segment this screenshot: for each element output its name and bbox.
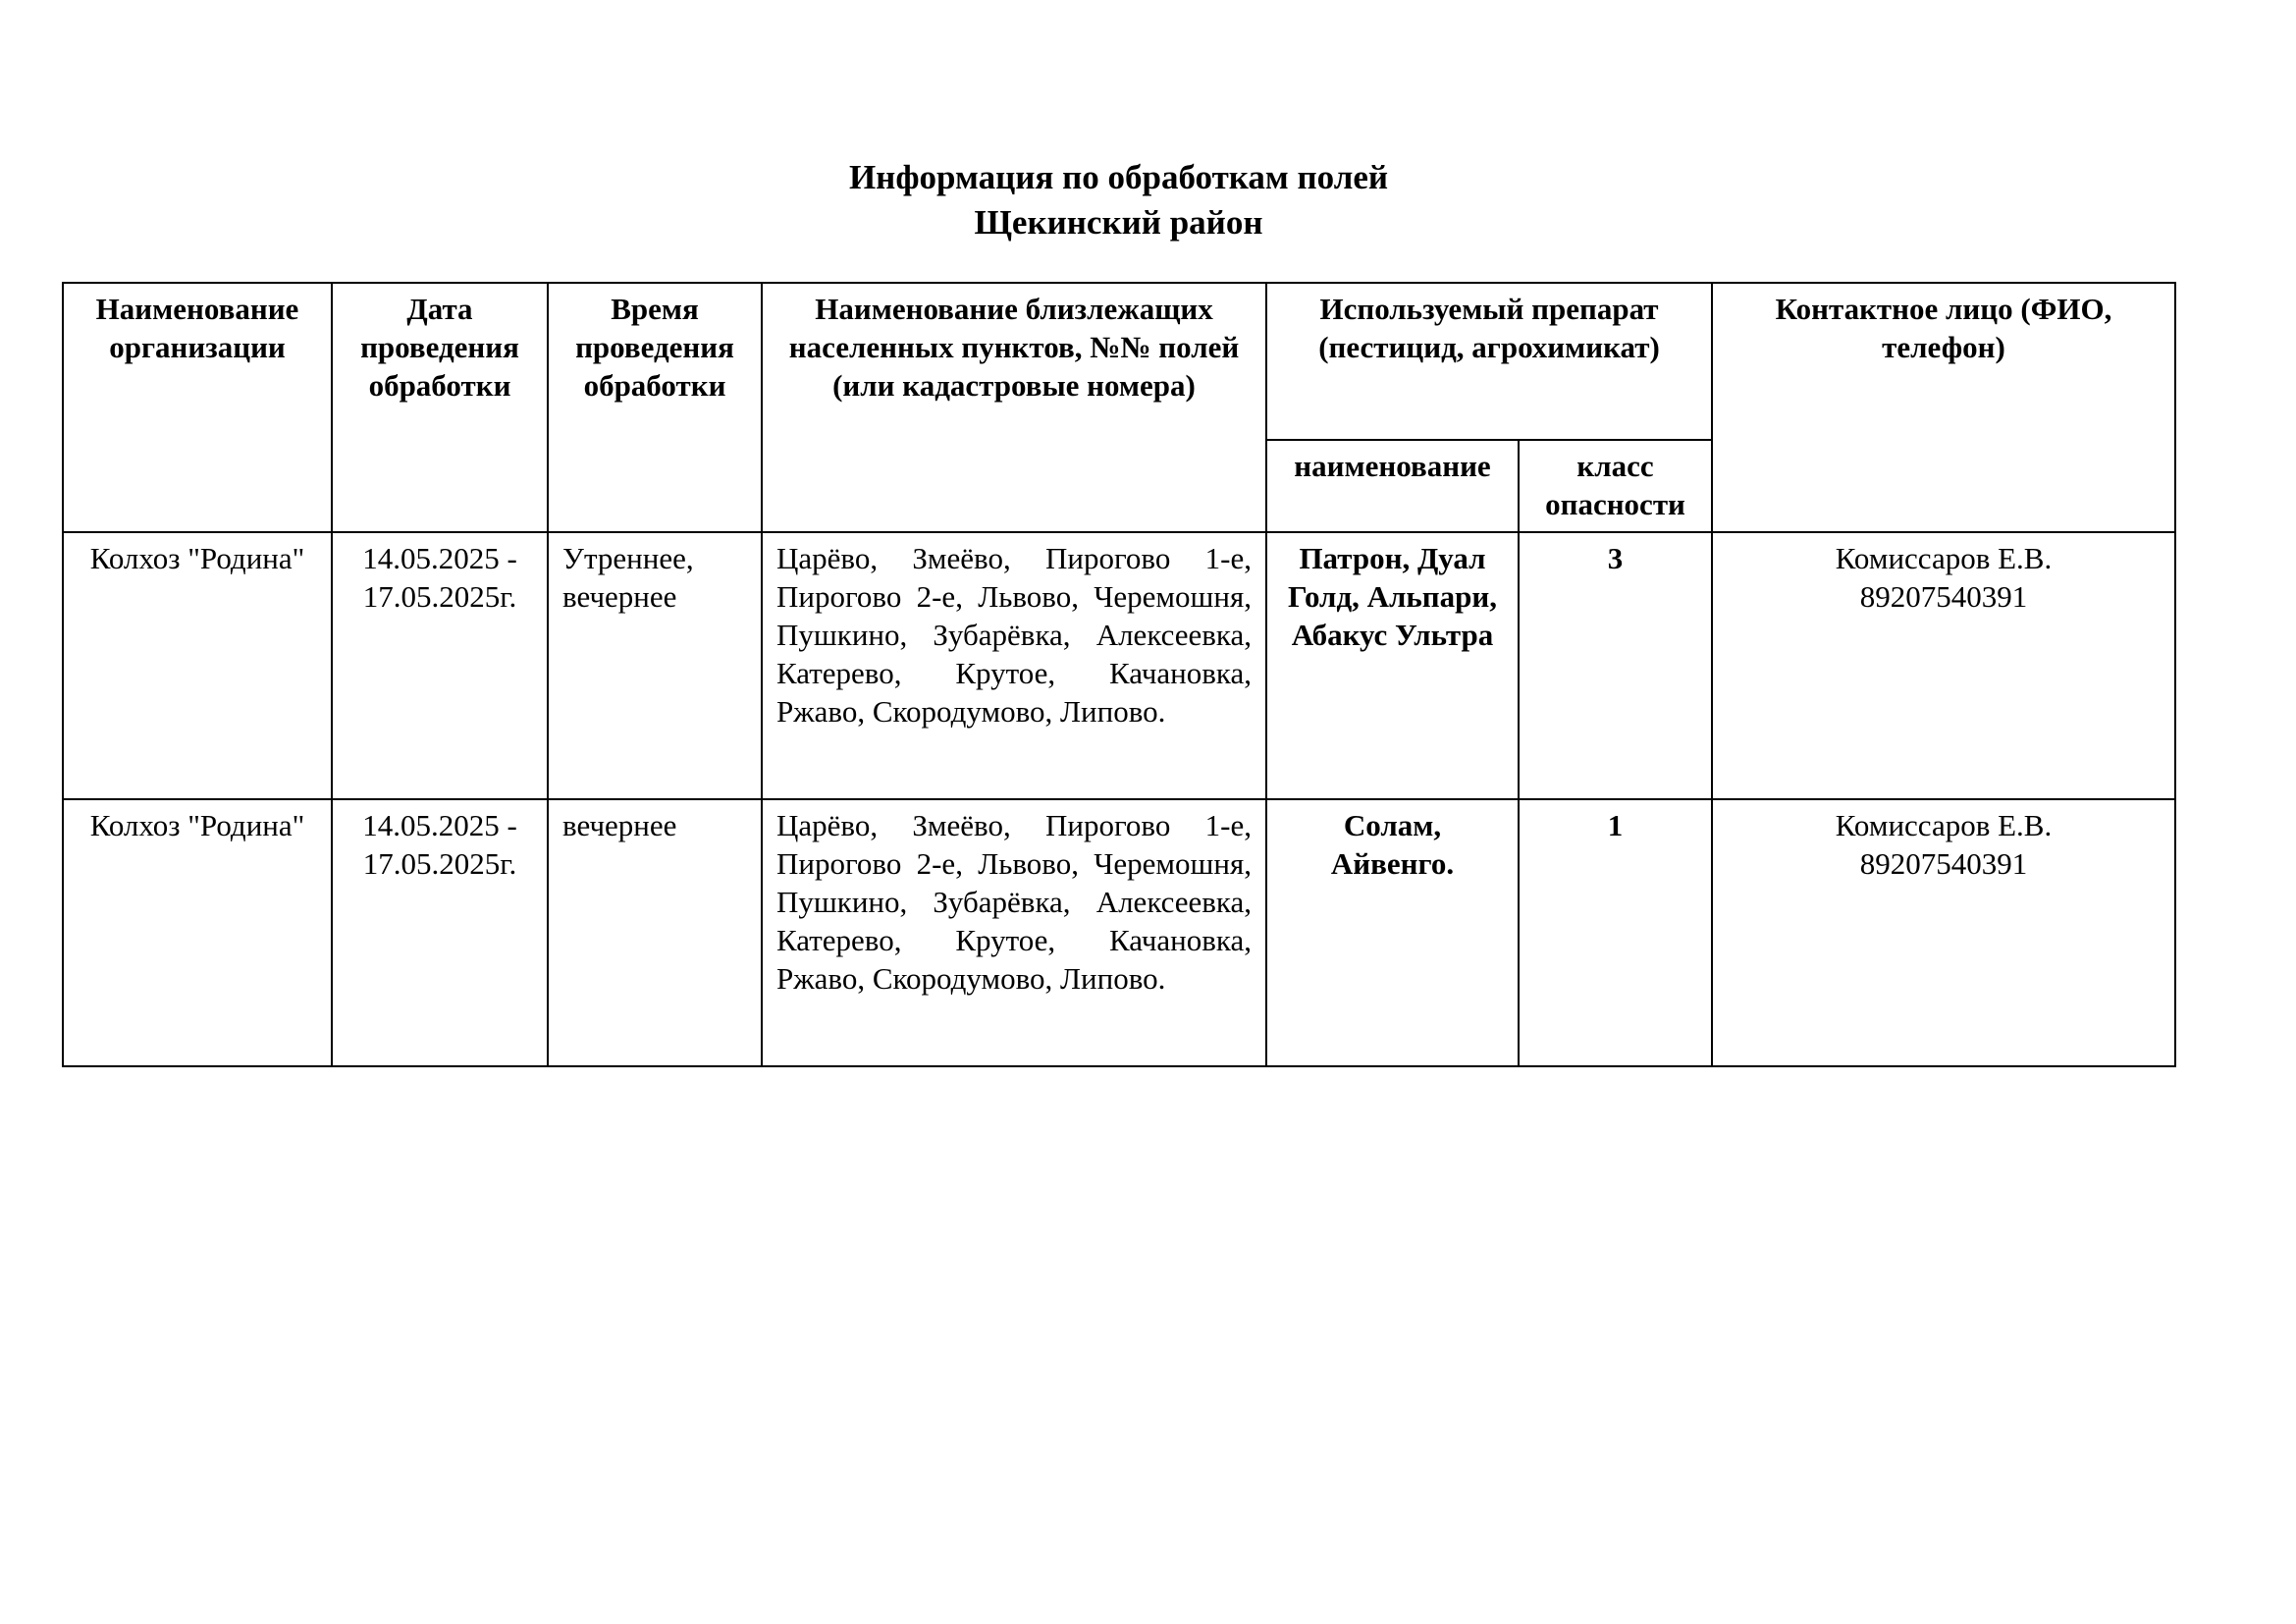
document-heading [0, 155, 2237, 245]
contact-phone: 89207540391 [1859, 846, 2028, 881]
treatment-table [62, 282, 2176, 1067]
cell-organization: Колхоз "Родина" [63, 532, 332, 799]
header-preparation-name: наименование [1266, 440, 1519, 532]
cell-preparation-name: Солам, Айвенго. [1266, 799, 1519, 1066]
cell-date: 14.05.2025 - 17.05.2025г. [332, 799, 548, 1066]
cell-contact [1712, 799, 2175, 1066]
cell-time: Утреннее, вечернее [548, 532, 762, 799]
header-organization: Наименование организации [63, 283, 332, 532]
header-preparation: Используемый препарат (пестицид, агрохимикат) [1266, 283, 1712, 440]
header-hazard-class: класс опасности [1519, 440, 1712, 532]
header-settlements: Наименование близлежащих населенных пунктов, №№ полей (или кадастровые номера) [762, 283, 1266, 532]
document-title: Информация по обработкам полей [848, 158, 1389, 196]
header-date: Дата проведения обработки [332, 283, 548, 532]
cell-settlements: Царёво, Змеёво, Пирогово 1-е, Пирогово 2-е, Львово, Черемошня, Пушкино, Зубарёвка, Алексеевка, Катерево, Крутое, Качановка, Ржаво, Скородумово, Липово. [762, 532, 1266, 799]
cell-date: 14.05.2025 - 17.05.2025г. [332, 532, 548, 799]
table-row [63, 799, 2175, 1066]
contact-name: Комиссаров Е.В. [1835, 808, 2053, 842]
cell-preparation-name: Патрон, Дуал Голд, Альпари, Абакус Ультра [1266, 532, 1519, 799]
header-contact: Контактное лицо (ФИО, телефон) [1712, 283, 2175, 532]
cell-time: вечернее [548, 799, 762, 1066]
contact-name: Комиссаров Е.В. [1835, 541, 2053, 575]
cell-settlements: Царёво, Змеёво, Пирогово 1-е, Пирогово 2-е, Львово, Черемошня, Пушкино, Зубарёвка, Алексеевка, Катерево, Крутое, Качановка, Ржаво, Скородумово, Липово. [762, 799, 1266, 1066]
contact-phone: 89207540391 [1859, 579, 2028, 614]
header-time: Время проведения обработки [548, 283, 762, 532]
table-row [63, 532, 2175, 799]
document-subtitle: Щекинский район [974, 203, 1263, 242]
cell-organization: Колхоз "Родина" [63, 799, 332, 1066]
cell-hazard-class: 3 [1519, 532, 1712, 799]
cell-contact [1712, 532, 2175, 799]
cell-hazard-class: 1 [1519, 799, 1712, 1066]
